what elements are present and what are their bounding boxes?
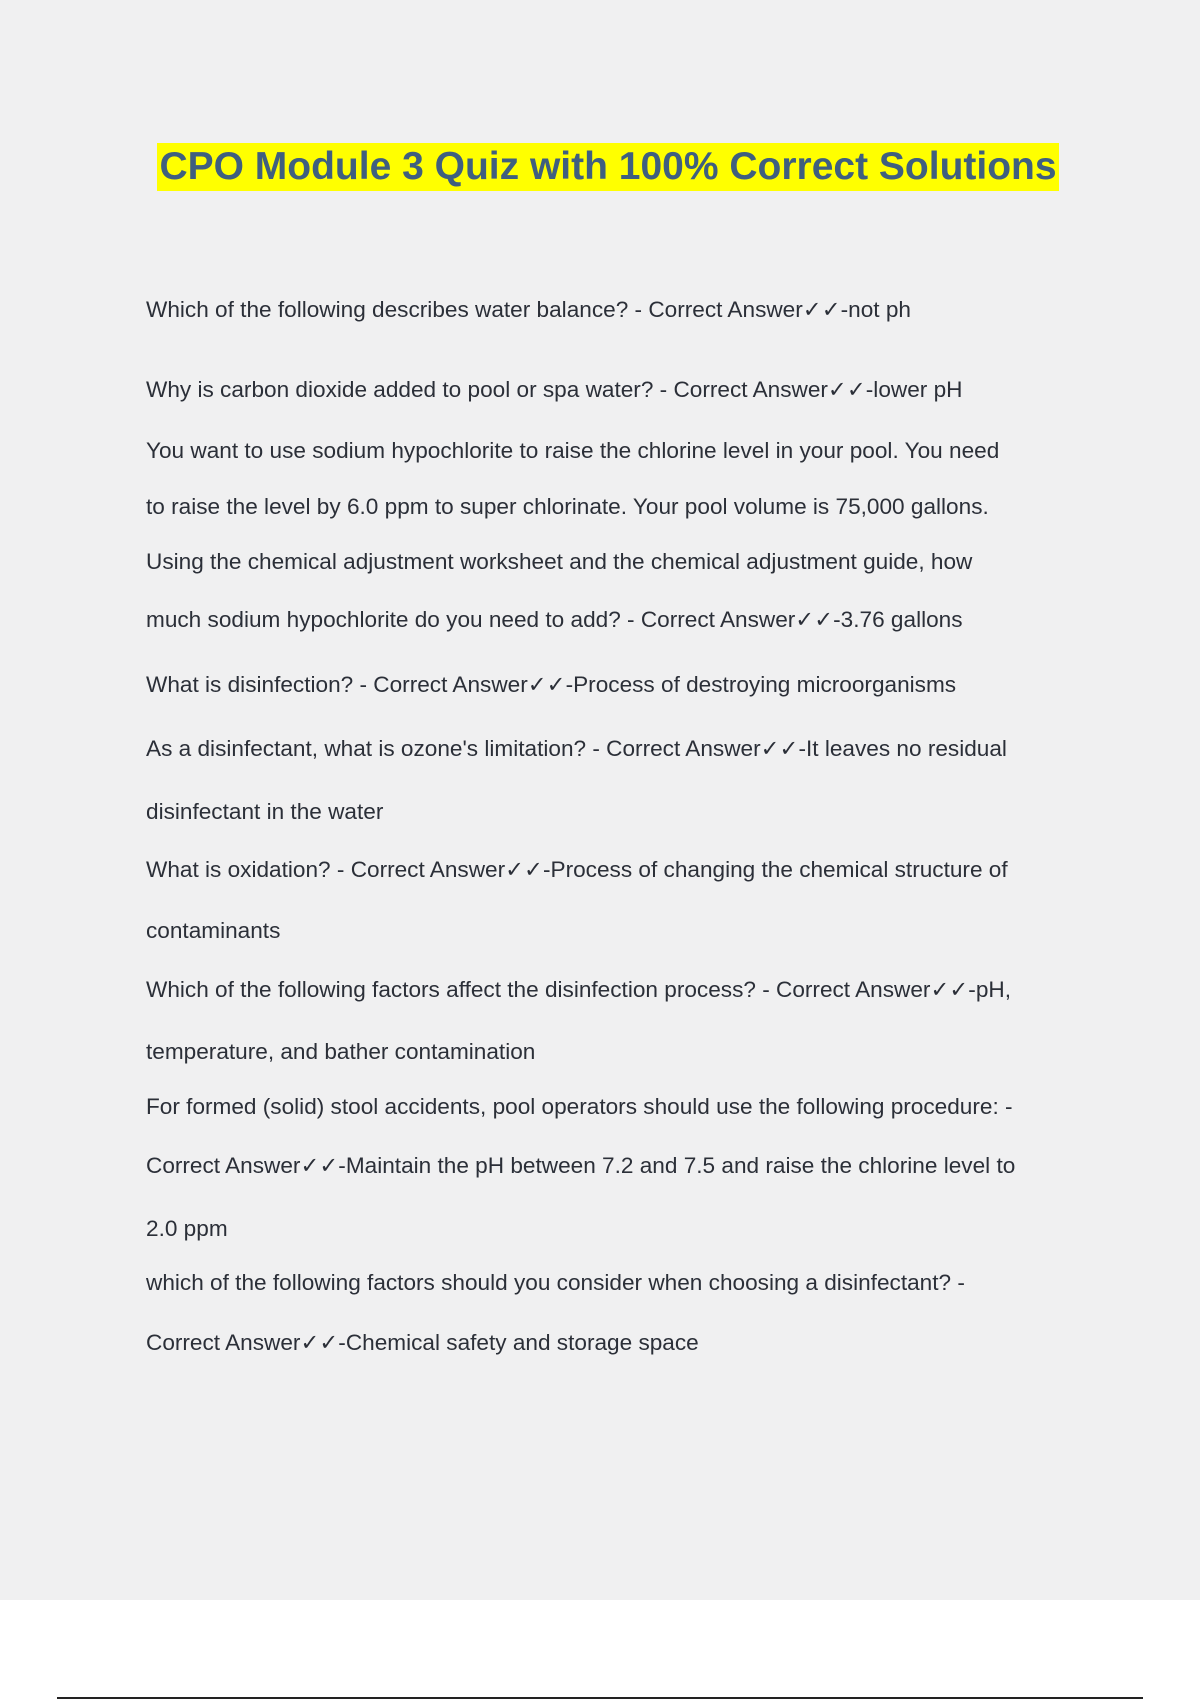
- qa-line: to raise the level by 6.0 ppm to super chlorinate. Your pool volume is 75,000 gallons.: [146, 494, 989, 519]
- qa-line: Which of the following describes water balance? - Correct Answer✓✓-not ph: [146, 297, 911, 322]
- qa-item-disinfection-factors: [146, 975, 1086, 1067]
- qa-line: Which of the following factors affect the disinfection process? - Correct Answer✓✓-pH,: [146, 977, 1011, 1002]
- qa-line: Correct Answer✓✓-Maintain the pH between 7.2 and 7.5 and raise the chlorine level to: [146, 1153, 1016, 1178]
- qa-item-sodium-hypochlorite: [146, 436, 1086, 635]
- title-block: [0, 143, 1200, 191]
- qa-item-oxidation: [146, 855, 1086, 946]
- qa-line: What is disinfection? - Correct Answer✓✓-Process of destroying microorganisms: [146, 672, 957, 697]
- document-title: CPO Module 3 Quiz with 100% Correct Solutions: [157, 143, 1058, 191]
- qa-item-stool-accidents: [146, 1092, 1086, 1244]
- qa-line: As a disinfectant, what is ozone's limitation? - Correct Answer✓✓-It leaves no residual: [146, 736, 1007, 761]
- qa-line: 2.0 ppm: [146, 1216, 228, 1241]
- qa-line: which of the following factors should you consider when choosing a disinfectant? -: [146, 1270, 965, 1295]
- qa-item-choosing-disinfectant: [146, 1268, 1086, 1358]
- qa-line: Why is carbon dioxide added to pool or spa water? - Correct Answer✓✓-lower pH: [146, 377, 963, 402]
- qa-line: contaminants: [146, 918, 281, 943]
- qa-line: temperature, and bather contamination: [146, 1039, 536, 1064]
- qa-line: disinfectant in the water: [146, 799, 384, 824]
- qa-item-disinfection: [146, 670, 1086, 700]
- qa-line: What is oxidation? - Correct Answer✓✓-Process of changing the chemical structure of: [146, 857, 1008, 882]
- qa-item-ozone: [146, 734, 1086, 827]
- qa-line: much sodium hypochlorite do you need to add? - Correct Answer✓✓-3.76 gallons: [146, 607, 963, 632]
- qa-item-water-balance: [146, 295, 1086, 325]
- qa-line: For formed (solid) stool accidents, pool operators should use the following procedure: -: [146, 1094, 1013, 1119]
- page-footer-rule: [57, 1697, 1143, 1699]
- qa-line: Using the chemical adjustment worksheet and the chemical adjustment guide, how: [146, 549, 973, 574]
- qa-item-carbon-dioxide: [146, 375, 1086, 405]
- qa-line: You want to use sodium hypochlorite to raise the chlorine level in your pool. You need: [146, 438, 1000, 463]
- qa-line: Correct Answer✓✓-Chemical safety and storage space: [146, 1330, 699, 1355]
